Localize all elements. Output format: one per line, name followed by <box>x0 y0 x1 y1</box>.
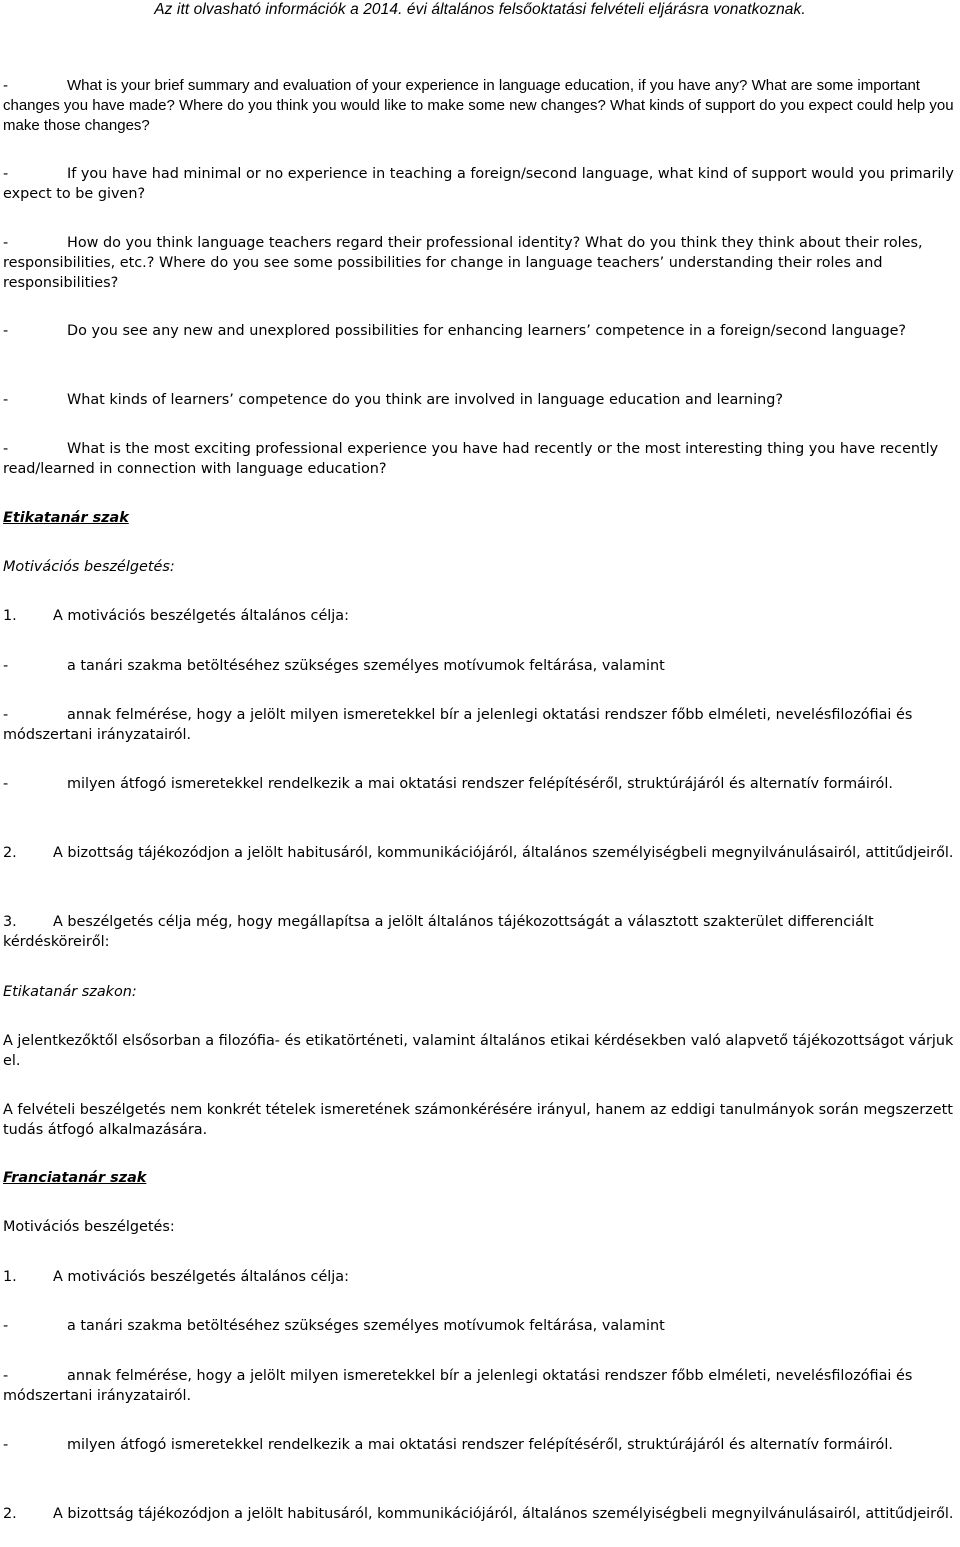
question-text: Do you see any new and unexplored possibilities for enhancing learners’ competence in a foreign/second language? <box>67 323 907 339</box>
bullet-item <box>3 774 958 794</box>
item-number: 1. <box>3 1269 17 1285</box>
item-number: 2. <box>3 1506 17 1522</box>
item-number: 2. <box>3 845 17 861</box>
bullet-dash: - <box>3 441 9 457</box>
item-text: A motivációs beszélgetés általános célja: <box>53 1269 349 1285</box>
numbered-item-2 <box>3 843 958 863</box>
page-header: Az itt olvasható információk a 2014. évi általános felsőoktatási felvételi eljárásra vonatkoznak. <box>154 1 806 18</box>
question-text: What kinds of learners’ competence do you think are involved in language education and learning? <box>67 392 783 408</box>
question-text: What is your brief summary and evaluation of your experience in language education, if you have any? What are some important changes you have made? Where do you think you would like to make some new changes? What kinds of support do you expect could help you make those changes? <box>3 77 954 134</box>
item-number: 3. <box>3 914 17 930</box>
bullet-text: a tanári szakma betöltéséhez szükséges személyes motívumok feltárása, valamint <box>67 658 665 674</box>
bullet-text: a tanári szakma betöltéséhez szükséges személyes motívumok feltárása, valamint <box>67 1318 665 1334</box>
bullet-dash: - <box>3 1368 9 1384</box>
question-6 <box>3 439 958 479</box>
bullet-text: annak felmérése, hogy a jelölt milyen ismeretekkel bír a jelenlegi oktatási rendszer főbb elméleti, nevelésfilozófiai és módszertani irányzatairól. <box>3 707 913 743</box>
bullet-text: milyen átfogó ismeretekkel rendelkezik a mai oktatási rendszer felépítéséről, struktúrájáról és alternatív formáiról. <box>67 776 893 792</box>
bullet-dash: - <box>3 1437 9 1453</box>
numbered-item-3 <box>3 912 958 952</box>
section-title-etika: Etikatanár szak <box>3 510 129 526</box>
bullet-text: milyen átfogó ismeretekkel rendelkezik a mai oktatási rendszer felépítéséről, struktúrájáról és alternatív formáiról. <box>67 1437 893 1453</box>
paragraph: A jelentkezőktől elsősorban a filozófia- és etikatörténeti, valamint általános etikai kérdésekben való alapvető tájékozottságot várjuk el. <box>3 1033 954 1069</box>
question-2 <box>3 164 958 204</box>
section-label: Etikatanár szakon: <box>3 984 137 1000</box>
section-subtitle: Motivációs beszélgetés: <box>3 559 175 575</box>
bullet-dash: - <box>3 392 9 408</box>
bullet-dash: - <box>3 235 9 251</box>
question-4 <box>3 321 958 341</box>
item-text: A motivációs beszélgetés általános célja: <box>53 608 349 624</box>
bullet-item <box>3 1435 958 1455</box>
question-text: If you have had minimal or no experience in teaching a foreign/second language, what kind of support would you primarily expect to be given? <box>3 166 954 202</box>
bullet-dash: - <box>3 323 9 339</box>
bullet-dash: - <box>3 776 9 792</box>
bullet-item <box>3 705 958 745</box>
item-text: A beszélgetés célja még, hogy megállapítsa a jelölt általános tájékozottságát a választott szakterület differenciált kérdésköreiről: <box>3 914 874 950</box>
paragraph: A felvételi beszélgetés nem konkrét tételek ismeretének számonkérésére irányul, hanem az eddigi tanulmányok során megszerzett tudás átfogó alkalmazására. <box>3 1102 953 1138</box>
bullet-dash: - <box>3 1318 9 1334</box>
question-1 <box>3 76 958 136</box>
bullet-text: annak felmérése, hogy a jelölt milyen ismeretekkel bír a jelenlegi oktatási rendszer főbb elméleti, nevelésfilozófiai és módszertani irányzatairól. <box>3 1368 913 1404</box>
bullet-item <box>3 1366 958 1406</box>
item-text: A bizottság tájékozódjon a jelölt habitusáról, kommunikációjáról, általános személyiségbeli megnyilvánulásairól, attitűdjeiről. <box>53 1506 954 1522</box>
numbered-item-1 <box>3 606 958 626</box>
question-3 <box>3 233 958 293</box>
section-title-francia: Franciatanár szak <box>3 1170 147 1186</box>
bullet-dash: - <box>3 77 8 94</box>
bullet-item <box>3 656 958 676</box>
section-subtitle: Motivációs beszélgetés: <box>3 1219 175 1235</box>
item-number: 1. <box>3 608 17 624</box>
bullet-item <box>3 1316 958 1336</box>
numbered-item-1 <box>3 1267 958 1287</box>
bullet-dash: - <box>3 707 9 723</box>
numbered-item-2 <box>3 1504 958 1524</box>
question-text: How do you think language teachers regard their professional identity? What do you think they think about their roles, responsibilities, etc.? Where do you see some possibilities for change in language teachers’ understanding their roles and responsibilities? <box>3 235 923 291</box>
item-text: A bizottság tájékozódjon a jelölt habitusáról, kommunikációjáról, általános személyiségbeli megnyilvánulásairól, attitűdjeiről. <box>53 845 954 861</box>
question-5 <box>3 390 958 410</box>
bullet-dash: - <box>3 166 9 182</box>
bullet-dash: - <box>3 658 9 674</box>
question-text: What is the most exciting professional experience you have had recently or the most interesting thing you have recently read/learned in connection with language education? <box>3 441 939 477</box>
